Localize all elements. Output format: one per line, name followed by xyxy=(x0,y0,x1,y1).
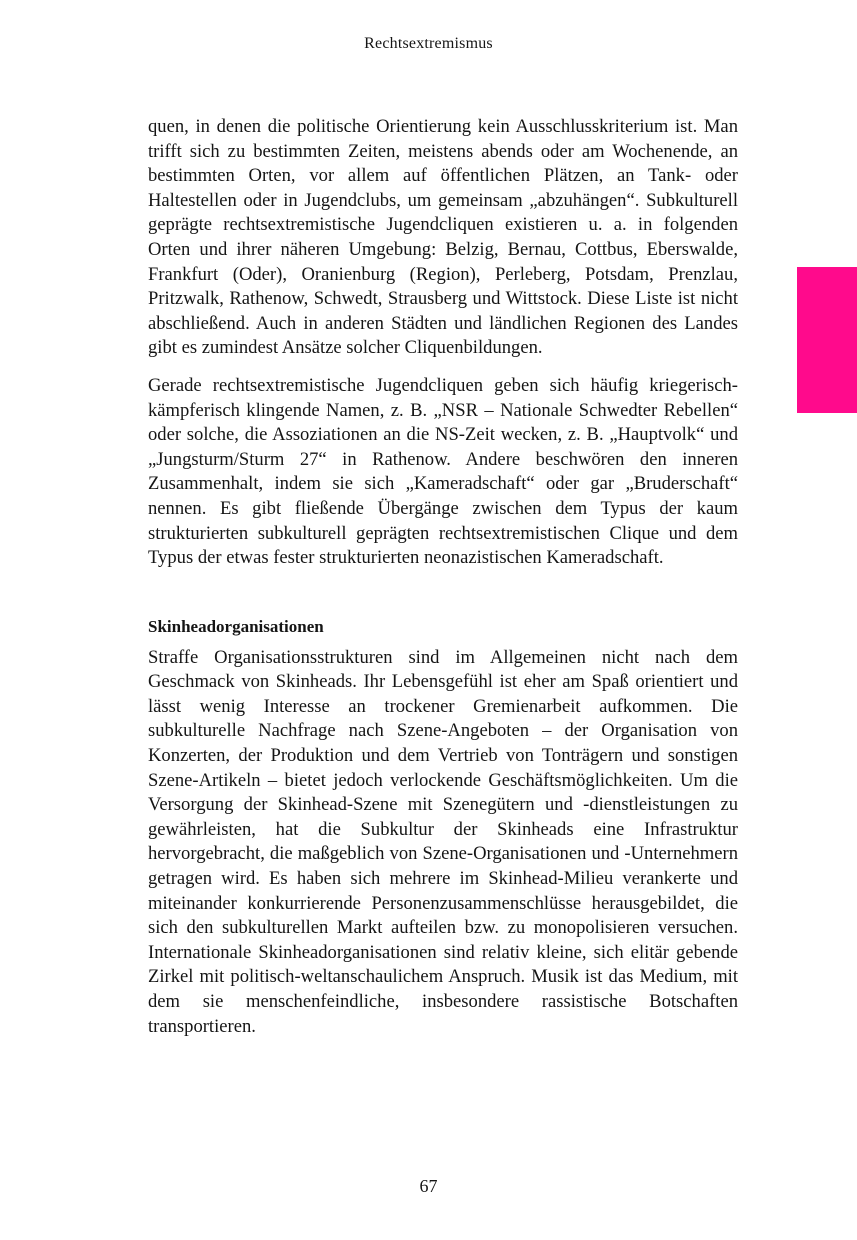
page-number: 67 xyxy=(419,1176,438,1196)
chapter-color-tab xyxy=(797,267,857,413)
section-paragraph: Straffe Organisationsstrukturen sind im Allgemeinen nicht nach dem Geschmack von Skinheads. Ihr Lebensgefühl ist eher am Spaß orientiert und lässt wenig Interesse an trockener Gremienarbeit aufkommen. Die subkulturelle Nachfrage nach Szene-Angeboten – der Organisation von Konzerten, der Produktion und dem Vertrieb von Tonträgern und sonstigen Szene-Artikeln – bietet jedoch verlockende Geschäftsmöglichkeiten. Um die Versorgung der Skinhead-Szene mit Szenegütern und -dienstleistungen zu gewährleisten, hat die Subkultur der Skinheads eine Infrastruktur hervorgebracht, die maßgeblich von Szene-Organisationen und -Unternehmern getragen wird. Es haben sich mehrere im Skinhead-Milieu verankerte und miteinander konkurrierende Personenzusammenschlüsse herausgebildet, die sich den subkulturellen Markt aufteilen bzw. zu monopolisieren versuchen. Internationale Skinheadorganisationen sind relativ kleine, sich elitär gebende Zirkel mit politisch-weltanschaulichem Anspruch. Musik ist das Medium, mit dem sie menschenfeindliche, insbesondere rassistische Botschaften transportieren. xyxy=(148,646,738,1037)
page-body xyxy=(148,115,738,1039)
running-header: Rechtsextremismus xyxy=(364,35,493,52)
section-heading: Skinheadorganisationen xyxy=(148,616,324,636)
body-paragraph: quen, in denen die politische Orientierung kein Ausschlusskriterium ist. Man trifft sich zu bestimmten Zeiten, meistens abends oder am Wochenende, an bestimmten Orten, vor allem auf öffentlichen Plätzen, an Tank- oder Haltestellen oder in Jugendclubs, um gemeinsam „abzuhängen“. Subkulturell geprägte rechtsextremistische Jugendcliquen existieren u. a. in folgenden Orten und ihrer näheren Umgebung: Belzig, Bernau, Cottbus, Eberswalde, Frankfurt (Oder), Oranienburg (Region), Perleberg, Potsdam, Prenzlau, Pritzwalk, Rathenow, Schwedt, Strausberg und Wittstock. Diese Liste ist nicht abschließend. Auch in anderen Städten und ländlichen Regionen des Landes gibt es zumindest Ansätze solcher Cliquenbildungen. xyxy=(148,116,738,359)
body-paragraph: Gerade rechtsextremistische Jugendcliquen geben sich häufig kriegerisch-kämpferisch klingende Namen, z. B. „NSR – Nationale Schwedter Rebellen“ oder solche, die Assoziationen an die NS-Zeit wecken, z. B. „Hauptvolk“ und „Jungsturm/Sturm 27“ in Rathenow. Andere beschwören den inneren Zusammenhalt, indem sie sich „Kameradschaft“ oder gar „Bruderschaft“ nennen. Es gibt fließende Übergänge zwischen dem Typus der kaum strukturierten subkulturell geprägten rechtsextremistischen Clique und dem Typus der etwas fester strukturierten neonazistischen Kameradschaft. xyxy=(148,374,738,569)
